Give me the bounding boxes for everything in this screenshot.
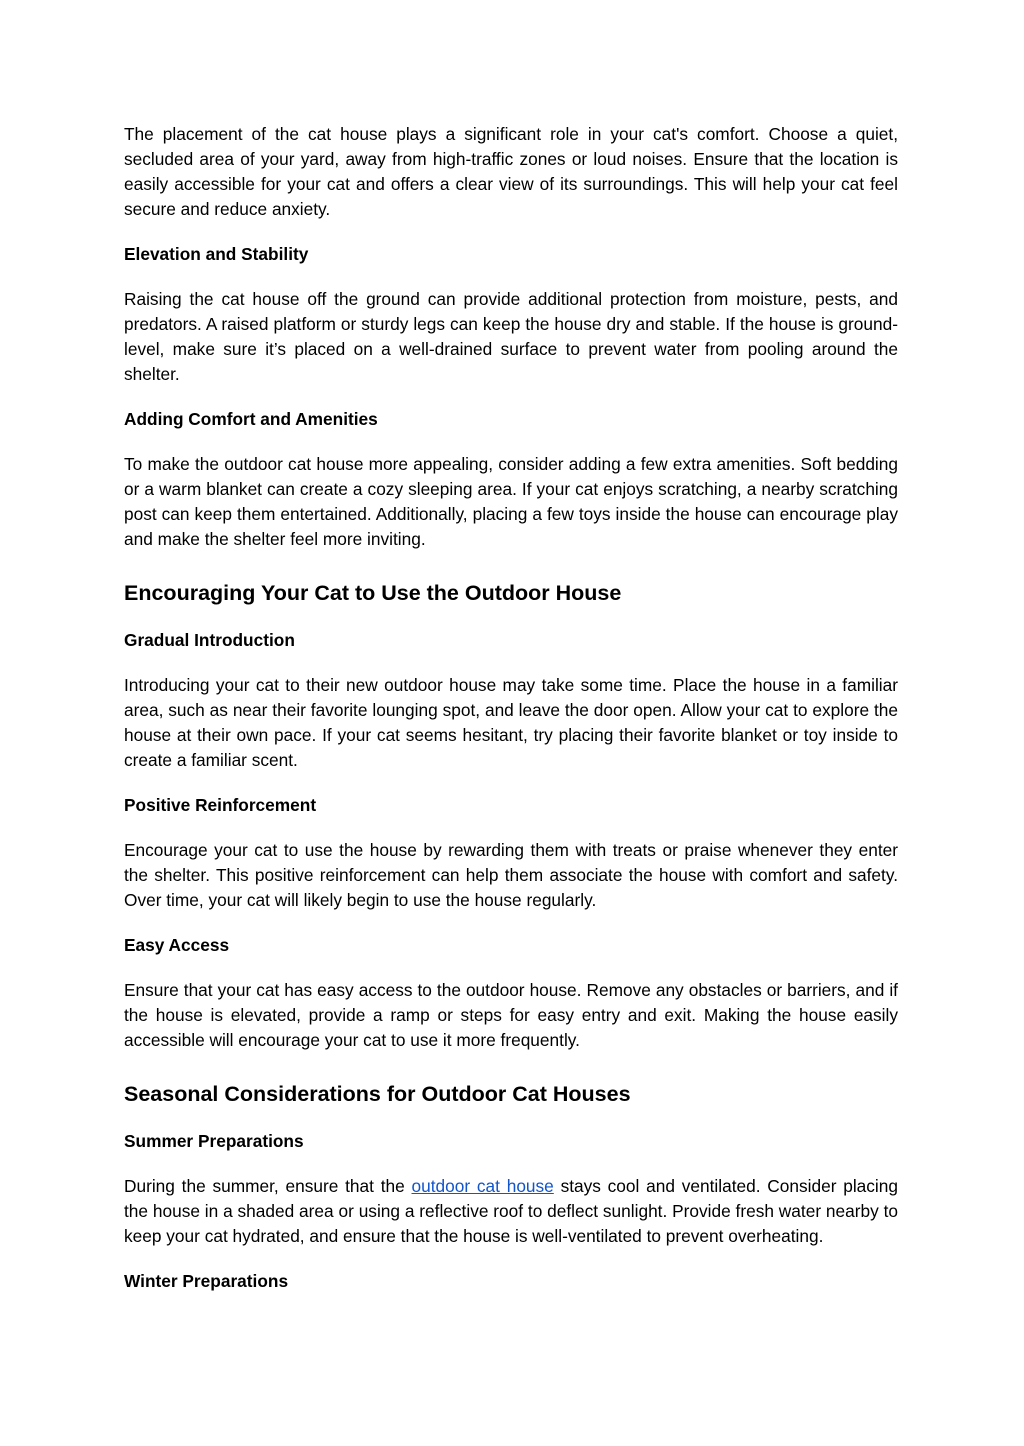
summer-text-before: During the summer, ensure that the bbox=[124, 1176, 412, 1196]
summer-paragraph bbox=[124, 1174, 898, 1249]
positive-paragraph: Encourage your cat to use the house by rewarding them with treats or praise whenever they enter the shelter. This positive reinforcement can help them associate the house with comfort and safety. Over time, your cat will likely begin to use the house regularly. bbox=[124, 840, 898, 910]
comfort-heading: Adding Comfort and Amenities bbox=[124, 409, 378, 429]
access-heading: Easy Access bbox=[124, 935, 230, 955]
gradual-heading: Gradual Introduction bbox=[124, 630, 295, 650]
access-paragraph: Ensure that your cat has easy access to the outdoor house. Remove any obstacles or barriers, and if the house is elevated, provide a ramp or steps for easy entry and exit. Making the house easily accessible will encourage your cat to use it more frequently. bbox=[124, 980, 898, 1050]
document-page bbox=[124, 122, 898, 1314]
summer-heading: Summer Preparations bbox=[124, 1131, 304, 1151]
encouraging-section-heading: Encouraging Your Cat to Use the Outdoor House bbox=[124, 581, 622, 605]
elevation-paragraph: Raising the cat house off the ground can provide additional protection from moisture, pests, and predators. A raised platform or sturdy legs can keep the house dry and stable. If the house is ground-level, make sure it’s placed on a well-drained surface to prevent water from pooling around the shelter. bbox=[124, 289, 898, 384]
positive-heading: Positive Reinforcement bbox=[124, 795, 317, 815]
elevation-heading: Elevation and Stability bbox=[124, 244, 309, 264]
seasonal-section-heading: Seasonal Considerations for Outdoor Cat Houses bbox=[124, 1082, 631, 1106]
winter-heading: Winter Preparations bbox=[124, 1271, 289, 1291]
outdoor-cat-house-link[interactable]: outdoor cat house bbox=[411, 1176, 554, 1196]
summer-text-after: stays cool and ventilated. Consider placing the house in a shaded area or using a reflective roof to deflect sunlight. Provide fresh water nearby to keep your cat hydrated, and ensure that the house is well-ventilated to prevent overheating. bbox=[124, 1176, 898, 1246]
intro-paragraph: The placement of the cat house plays a significant role in your cat's comfort. Choose a quiet, secluded area of your yard, away from high-traffic zones or loud noises. Ensure that the location is easily accessible for your cat and offers a clear view of its surroundings. This will help your cat feel secure and reduce anxiety. bbox=[124, 124, 898, 219]
comfort-paragraph: To make the outdoor cat house more appealing, consider adding a few extra amenities. Soft bedding or a warm blanket can create a cozy sleeping area. If your cat enjoys scratching, a nearby scratching post can keep them entertained. Additionally, placing a few toys inside the house can encourage play and make the shelter feel more inviting. bbox=[124, 454, 898, 549]
gradual-paragraph: Introducing your cat to their new outdoor house may take some time. Place the house in a familiar area, such as near their favorite lounging spot, and leave the door open. Allow your cat to explore the house at their own pace. If your cat seems hesitant, try placing their favorite blanket or toy inside to create a familiar scent. bbox=[124, 675, 898, 770]
